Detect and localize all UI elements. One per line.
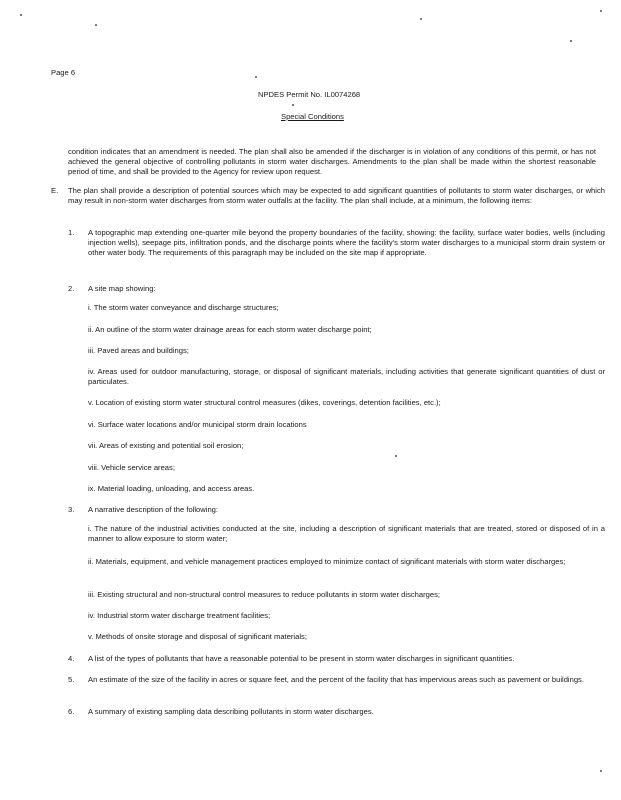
item-number: 3.: [68, 505, 75, 514]
permit-number: NPDES Permit No. IL0074268: [258, 90, 361, 99]
scan-speck: [600, 10, 602, 12]
item-number: 2.: [68, 284, 75, 293]
item-number: 4.: [68, 654, 75, 663]
section-e-text: The plan shall provide a description of potential sources which may be expected to add significant quantities of pollutants to storm water discharges, or which may result in non-storm water discharges from storm water outfalls at the facility. The plan shall include, at a minimum, the following items:: [68, 186, 605, 205]
site-map-item: vii. Areas of existing and potential soil erosion;: [88, 441, 244, 450]
narrative-item: v. Methods of onsite storage and disposal of significant materials;: [88, 632, 307, 641]
item-text: A summary of existing sampling data describing pollutants in storm water discharges.: [88, 707, 374, 716]
narrative-item: iv. Industrial storm water discharge treatment facilities;: [88, 611, 271, 620]
scan-speck: [420, 18, 422, 20]
scan-speck: [292, 104, 294, 106]
site-map-item: iv. Areas used for outdoor manufacturing, storage, or disposal of significant materials, including activities that generate significant quantities of dust or particulates.: [88, 367, 605, 386]
site-map-item: viii. Vehicle service areas;: [88, 463, 175, 472]
scan-speck: [395, 455, 397, 457]
item-number: 1.: [68, 228, 75, 237]
site-map-item: iii. Paved areas and buildings;: [88, 346, 189, 355]
item-text: A list of the types of pollutants that have a reasonable potential to be present in storm water discharges in significant quantities.: [88, 654, 515, 663]
scan-speck: [20, 14, 22, 16]
scan-speck: [600, 770, 602, 772]
section-e-letter: E.: [51, 186, 59, 195]
page-label: Page 6: [51, 68, 76, 77]
scan-speck: [95, 24, 97, 26]
site-map-item: ii. An outline of the storm water drainage areas for each storm water discharge point;: [88, 325, 372, 334]
item-text: An estimate of the size of the facility in acres or square feet, and the percent of the facility that has impervious areas such as pavement or buildings.: [88, 675, 584, 684]
site-map-item: i. The storm water conveyance and discharge structures;: [88, 303, 279, 312]
item-text: A narrative description of the following:: [88, 505, 219, 514]
item-number: 5.: [68, 675, 75, 684]
item-text: A site map showing:: [88, 284, 156, 293]
item-number: 6.: [68, 707, 75, 716]
narrative-item: ii. Materials, equipment, and vehicle management practices employed to minimize contact of significant materials with storm water discharges;: [88, 557, 566, 566]
narrative-item: iii. Existing structural and non-structural control measures to reduce pollutants in storm water discharges;: [88, 590, 441, 599]
scan-speck: [255, 76, 257, 78]
narrative-item: i. The nature of the industrial activities conducted at the site, including a description of significant materials that are treated, stored or disposed of in a manner to allow exposure to storm water;: [88, 524, 605, 543]
site-map-item: ix. Material loading, unloading, and access areas.: [88, 484, 255, 493]
site-map-item: v. Location of existing storm water structural control measures (dikes, coverings, detention facilities, etc.);: [88, 398, 441, 407]
site-map-item: vi. Surface water locations and/or municipal storm drain locations: [88, 420, 307, 429]
section-title: Special Conditions: [281, 112, 344, 121]
item-text: A topographic map extending one-quarter mile beyond the property boundaries of the facility, showing: the facility, surface water bodies, wells (including injection wells), seepage pits, infiltration ponds, and the discharge points where the facility's storm water discharges to a municipal storm drain system or other water body. The requirements of this paragraph may be included on the site map if appropriate.: [88, 228, 605, 257]
scan-speck: [570, 40, 572, 42]
intro-paragraph: condition indicates that an amendment is needed. The plan shall also be amended if the discharger is in violation of any conditions of this permit, or has not achieved the general objective of controlling pollutants in storm water discharges. Amendments to the plan shall be made within the shortest reasonable period of time, and shall be provided to the Agency for review upon request.: [68, 147, 596, 176]
